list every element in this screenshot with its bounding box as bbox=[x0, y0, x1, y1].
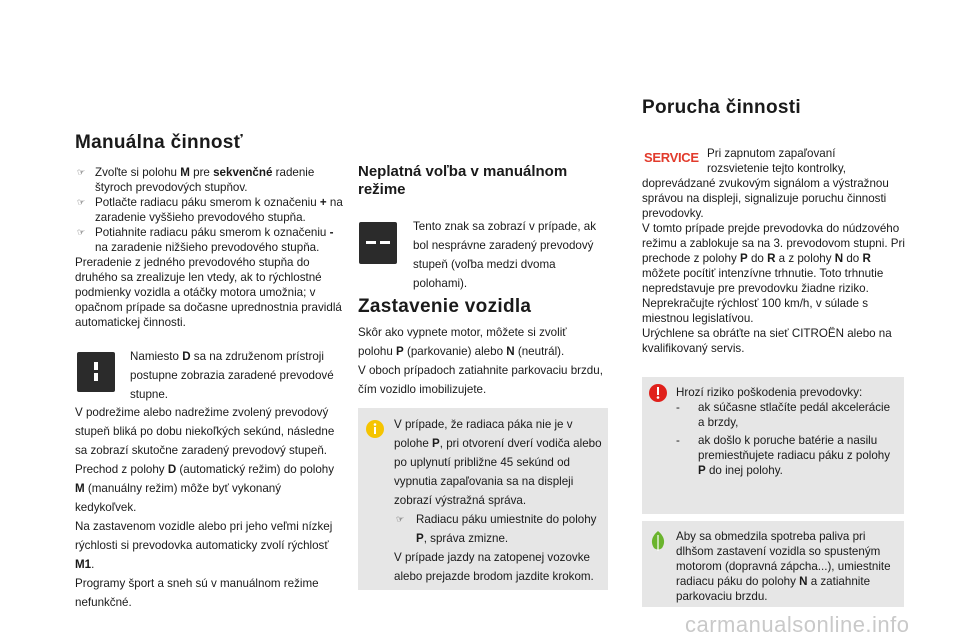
eco-text: Aby sa obmedzila spotreba paliva pri dlhšom zastavení vozidla so spusteným motorom (dopravná zápcha...), umiestnite radiacu páku do polohy N a zatiahnite parkovaciu brzdu. bbox=[676, 530, 891, 603]
paragraph: Programy šport a sneh sú v manuálnom režime nefunkčné. bbox=[75, 577, 319, 609]
section-title-stop: Zastavenie vozidla bbox=[358, 296, 532, 317]
paragraph: Preradenie z jedného prevodového stupňa do druhého sa zrealizuje len vtedy, ak to rýchlostné podmienky vozidla a otáčky motora umožnia; v opačnom prípade sa dočasne uprednostnia pravidlá automatickej činnosti. bbox=[75, 256, 342, 329]
invalid-text: Tento znak sa zobrazí v prípade, ak bol nesprávne zaradený prevodový stupeň (voľba medzi dvoma polohami). bbox=[413, 220, 597, 290]
paragraph: Prechod z polohy D (automatický režim) do polohy M (manuálny režim) môže byť vykonaný kedykoľvek. bbox=[75, 463, 335, 514]
manual-bullets bbox=[75, 165, 345, 330]
info-icon bbox=[365, 419, 385, 444]
bullet-item: ☞ Zvoľte si polohu M pre sekvenčné radenie štyroch prevodových stupňov. bbox=[77, 166, 315, 194]
warning-icon bbox=[648, 383, 668, 408]
finger-pointer-icon: ☞ bbox=[77, 197, 86, 207]
fault-text-a: Pri zapnutom zapaľovaní rozsvietenie tejto kontrolky, bbox=[707, 147, 846, 175]
section-title-manual: Manuálna činnosť bbox=[75, 132, 244, 153]
gear-indicator-icon bbox=[77, 352, 115, 392]
section-title-invalid: Neplatná voľba v manuálnom režime bbox=[358, 163, 568, 198]
watermark: carmanualsonline.info bbox=[685, 612, 910, 637]
stop-paragraph: Skôr ako vypnete motor, môžete si zvoliť polohu P (parkovanie) alebo N (neutrál). V oboch prípadoch zatiahnite parkovaciu brzdu, čím vozidlo imobilizujete. bbox=[358, 326, 603, 396]
warning-text: Hrozí riziko poškodenia prevodovky: - ak súčasne stlačíte pedál akcelerácie a brzdy, - ak došlo k poruche batérie a nasilu premiestňujete radiacu páku z polohy P do inej polohy. bbox=[676, 386, 891, 477]
manual-paragraphs bbox=[75, 403, 345, 612]
fault-text: doprevádzané zvukovým signálom a výstražnou správou na displeji, signalizuje poruchu činnosti prevodovky. V tomto prípade prejde prevodovka do núdzového režimu a zablokuje sa na 3. prevodovom stupni. Pri prechode z polohy P do R a z polohy N do R môžete pocítiť intenzívne trhnutie. Toto trhnutie nepredstavuje pre prevodovku žiadne riziko. Neprekračujte rýchlosť 100 km/h, v súlade s miestnou legislatívou. Urýchlene sa obráťte na sieť CITROËN alebo na kvalifikovaný servis. bbox=[642, 177, 905, 355]
info-text: V prípade, že radiaca páka nie je v polohe P, pri otvorení dverí vodiča alebo po uplynutí približne 45 sekúnd od vypnutia zapaľovania sa na displeji zobrazí výstražná správa. ☞ Radiacu páku umiestnite do polohy P, správa zmizne. V prípade jazdy na zatopenej vozovke alebo prejazde brodom jazdite krokom. bbox=[394, 418, 602, 583]
double-dash-icon bbox=[359, 222, 397, 264]
bullet-item: ☞ Potiahnite radiacu páku smerom k označeniu - na zaradenie nižšieho prevodového stupňa. bbox=[77, 226, 334, 254]
paragraph: Na zastavenom vozidle alebo pri jeho veľmi nízkej rýchlosti si prevodovka automaticky zvolí rýchlosť M1. bbox=[75, 520, 333, 571]
gear-indicator-text: Namiesto D sa na združenom prístroji postupne zobrazia zaradené prevodové stupne. bbox=[130, 350, 334, 401]
bullet-item: ☞ Potlačte radiacu páku smerom k označeniu + na zaradenie vyššieho prevodového stupňa. bbox=[77, 196, 343, 224]
paragraph: V podrežime alebo nadrežime zvolený prevodový stupeň bliká po dobu niekoľkých sekúnd, následne sa zobrazí skutočne zaradený prevodový stupeň. bbox=[75, 406, 335, 457]
service-warning-icon: SERVICE bbox=[644, 150, 699, 165]
section-title-fault: Porucha činnosti bbox=[642, 97, 801, 118]
eco-leaf-icon bbox=[648, 530, 668, 557]
finger-pointer-icon: ☞ bbox=[77, 227, 86, 237]
finger-pointer-icon: ☞ bbox=[396, 514, 405, 524]
finger-pointer-icon: ☞ bbox=[77, 167, 86, 177]
